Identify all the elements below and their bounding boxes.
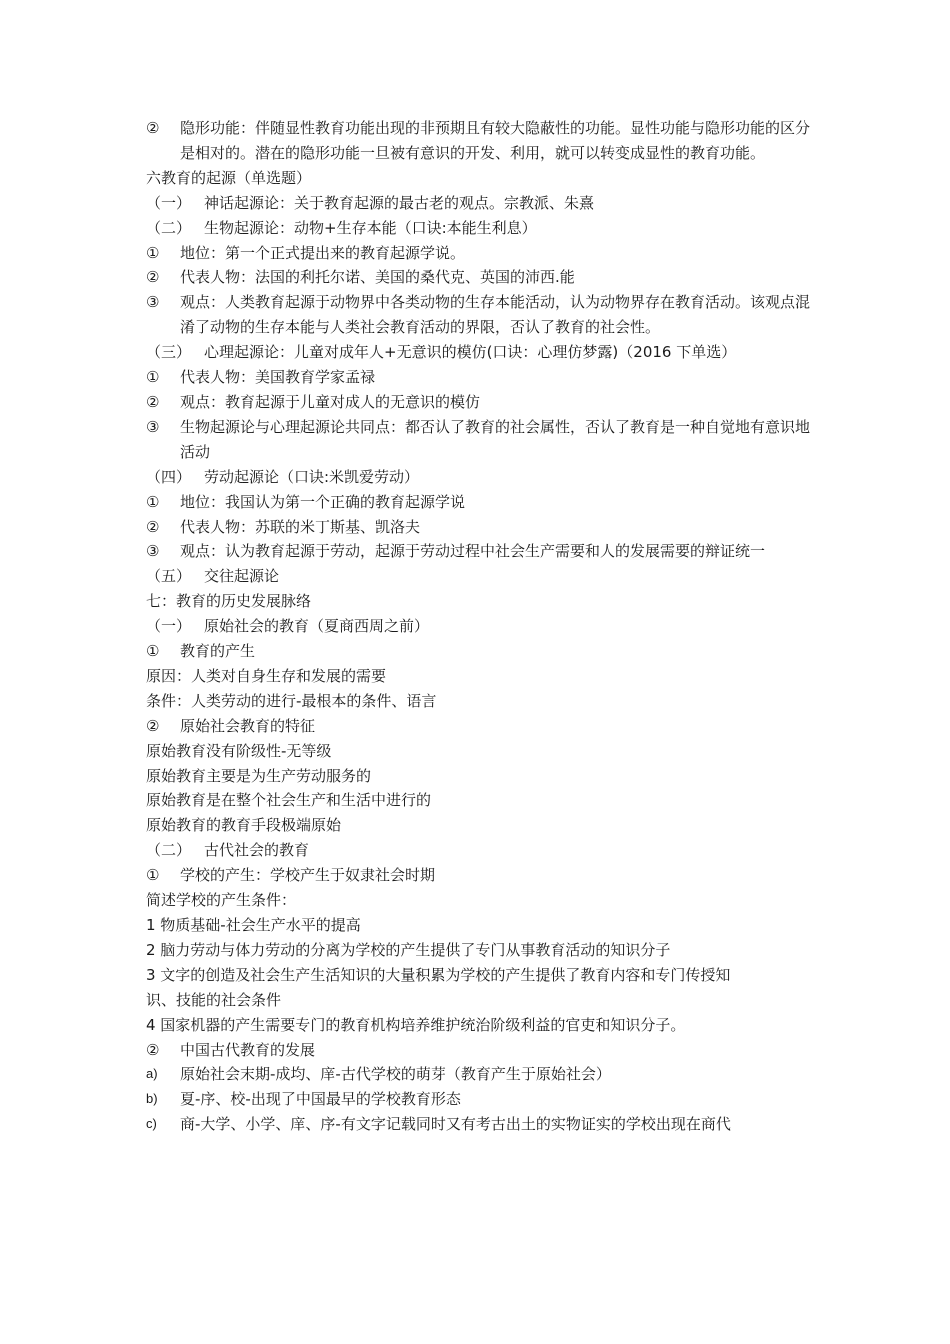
list-marker: （二）	[146, 218, 192, 237]
text-line: 七：教育的历史发展脉络	[146, 592, 312, 611]
text-line: 六教育的起源（单选题）	[146, 168, 312, 187]
list-marker: ①	[146, 492, 160, 511]
item-text: 中国古代教育的发展	[180, 1040, 316, 1059]
item-text: 学校的产生：学校产生于奴隶社会时期	[180, 866, 436, 885]
item-text: 劳动起源论（口诀:米凯爱劳动）	[204, 467, 420, 486]
item-text: 地位：我国认为第一个正确的教育起源学说	[180, 492, 466, 511]
text-line: 原因：人类对自身生存和发展的需要	[146, 666, 387, 685]
section-heading	[146, 564, 816, 589]
text-line: 1 物质基础-社会生产水平的提高	[146, 916, 361, 934]
section-heading	[146, 340, 816, 365]
list-marker: b)	[146, 1091, 158, 1107]
item-text: 观点：教育起源于儿童对成人的无意识的模仿	[180, 392, 481, 411]
numbered-item	[146, 241, 816, 266]
list-marker: a)	[146, 1066, 158, 1082]
text-line: 原始教育主要是为生产劳动服务的	[146, 766, 372, 785]
numbered-item	[146, 390, 816, 415]
section-heading	[146, 614, 816, 639]
item-text: 隐形功能：伴随显性教育功能出现的非预期且有较大隐蔽性的功能。显性功能与隐形功能的区分是相对的。潜在的隐形功能一旦被有意识的开发、利用，就可以转变成显性的教育功能。	[180, 119, 811, 162]
section-heading	[146, 191, 816, 216]
numbered-item	[146, 490, 816, 515]
item-text: 观点：认为教育起源于劳动，起源于劳动过程中社会生产需要和人的发展需要的辩证统一	[180, 542, 766, 561]
item-text: 原始社会末期-成均、庠-古代学校的萌芽（教育产生于原始社会）	[180, 1065, 611, 1084]
list-marker: （三）	[146, 343, 192, 362]
numbered-item	[146, 265, 816, 290]
numbered-item	[146, 714, 816, 739]
text-line: 原始教育没有阶级性-无等级	[146, 741, 332, 760]
text-line: 3 文字的创造及社会生产生活知识的大量积累为学校的产生提供了教育内容和专门传授知	[146, 965, 731, 984]
list-marker: ③	[146, 542, 160, 561]
numbered-item	[146, 415, 816, 465]
lettered-item	[146, 1062, 816, 1087]
numbered-item	[146, 365, 816, 390]
list-marker: ②	[146, 1040, 160, 1059]
list-marker: ②	[146, 268, 160, 287]
list-marker: ①	[146, 642, 160, 661]
section-heading	[146, 465, 816, 490]
document-page	[146, 116, 816, 1137]
list-marker: （一）	[146, 617, 192, 636]
numbered-item	[146, 515, 816, 540]
lettered-item	[146, 1112, 816, 1137]
section-heading	[146, 216, 816, 241]
item-text: 古代社会的教育	[204, 841, 310, 860]
text-line: 简述学校的产生条件：	[146, 891, 297, 910]
lettered-item	[146, 1087, 816, 1112]
item-text: 地位：第一个正式提出来的教育起源学说。	[180, 243, 466, 262]
item-text: 代表人物：美国教育学家孟禄	[180, 368, 376, 387]
list-marker: ③	[146, 417, 160, 436]
list-marker: （二）	[146, 841, 192, 860]
item-text: 代表人物：苏联的米丁斯基、凯洛夫	[180, 517, 421, 536]
list-marker: ②	[146, 716, 160, 735]
list-marker: ①	[146, 368, 160, 387]
item-text: 生物起源论与心理起源论共同点：都否认了教育的社会属性，否认了教育是一种自觉地有意识地活动	[180, 417, 811, 461]
text-line: 原始教育是在整个社会生产和生活中进行的	[146, 791, 432, 810]
text-line: 原始教育的教育手段极端原始	[146, 816, 342, 835]
list-marker: ②	[146, 119, 160, 137]
list-marker: （五）	[146, 567, 192, 586]
list-marker: （四）	[146, 467, 192, 486]
item-text: 夏-序、校-出现了中国最早的学校教育形态	[180, 1090, 461, 1109]
text-line: 条件：人类劳动的进行-最根本的条件、语言	[146, 691, 437, 710]
text-line: 识、技能的社会条件	[146, 990, 282, 1009]
numbered-item	[146, 539, 816, 564]
item-text: 神话起源论：关于教育起源的最古老的观点。宗教派、朱熹	[204, 193, 595, 212]
item-text: 商-大学、小学、庠、序-有文字记载同时又有考古出土的实物证实的学校出现在商代	[180, 1115, 731, 1134]
item-text: 生物起源论：动物+生存本能（口诀:本能生利息）	[204, 218, 537, 237]
item-text: 教育的产生	[180, 642, 256, 661]
numbered-item	[146, 116, 816, 166]
text-line: 2 脑力劳动与体力劳动的分离为学校的产生提供了专门从事教育活动的知识分子	[146, 940, 671, 959]
list-marker: ①	[146, 243, 160, 262]
item-text: 原始社会的教育（夏商西周之前）	[204, 617, 430, 636]
numbered-item	[146, 1038, 816, 1063]
item-text: 原始社会教育的特征	[180, 716, 316, 735]
list-marker: ③	[146, 293, 160, 312]
item-text: 观点：人类教育起源于动物界中各类动物的生存本能活动，认为动物界存在教育活动。该观点混淆了动物的生存本能与人类社会教育活动的界限，否认了教育的社会性。	[180, 293, 811, 337]
numbered-item	[146, 863, 816, 888]
text-line: 4 国家机器的产生需要专门的教育机构培养维护统治阶级利益的官吏和知识分子。	[146, 1015, 686, 1034]
list-marker: ②	[146, 517, 160, 536]
numbered-item	[146, 639, 816, 664]
section-heading	[146, 838, 816, 863]
list-marker: ①	[146, 866, 160, 885]
numbered-item	[146, 290, 816, 340]
list-marker: ②	[146, 392, 160, 411]
item-text: 心理起源论：儿童对成年人+无意识的模仿(口诀：心理仿梦露)（2016 下单选）	[204, 343, 737, 362]
list-marker: （一）	[146, 193, 192, 212]
item-text: 交往起源论	[204, 567, 280, 586]
item-text: 代表人物：法国的利托尔诺、美国的桑代克、英国的沛西.能	[180, 268, 575, 287]
list-marker: c)	[146, 1116, 157, 1132]
